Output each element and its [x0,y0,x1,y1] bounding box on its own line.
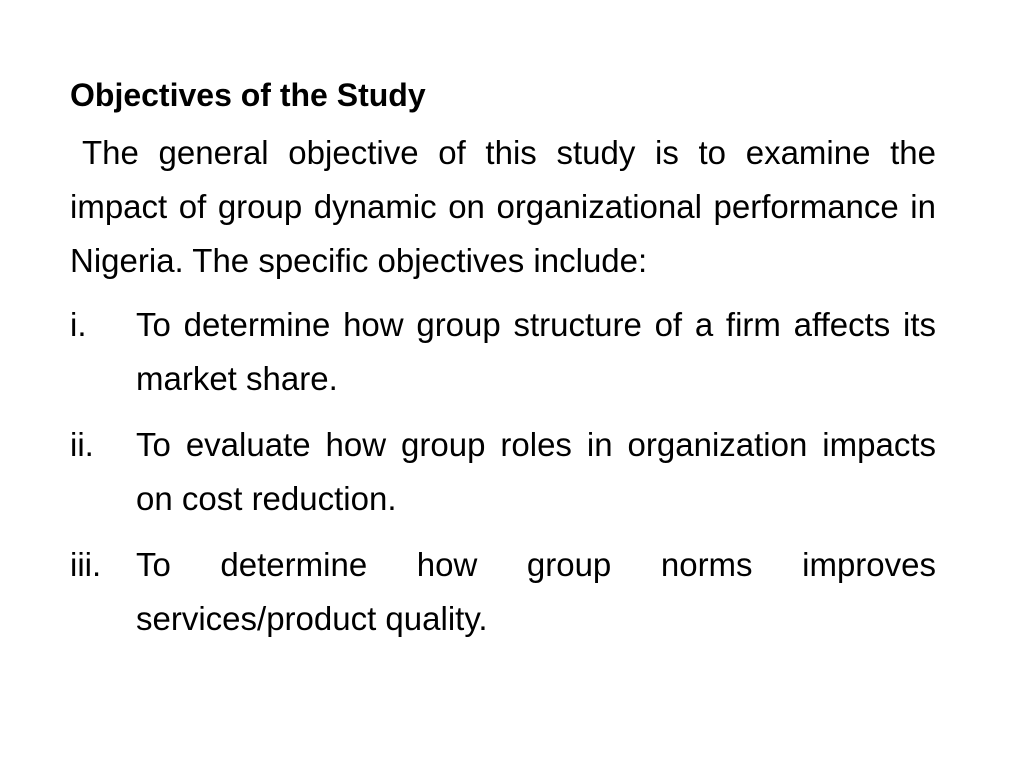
objective-text: To determine how group norms improves services/product quality. [136,546,936,637]
objective-text: To evaluate how group roles in organization impacts on cost reduction. [136,426,936,517]
objective-item [70,538,936,646]
objective-item [70,298,936,406]
objective-marker: ii. [70,426,94,463]
objective-text: To determine how group structure of a firm affects its market share. [136,306,936,397]
objective-item [70,418,936,526]
objective-marker: iii. [70,546,102,583]
slide-heading: Objectives of the Study [70,77,426,113]
intro-paragraph: The general objective of this study is to examine the impact of group dynamic on organizational performance in Nigeria. The specific objectives include: [70,134,936,279]
slide-content [70,72,936,658]
objective-marker: i. [70,306,87,343]
objectives-list [70,298,936,646]
